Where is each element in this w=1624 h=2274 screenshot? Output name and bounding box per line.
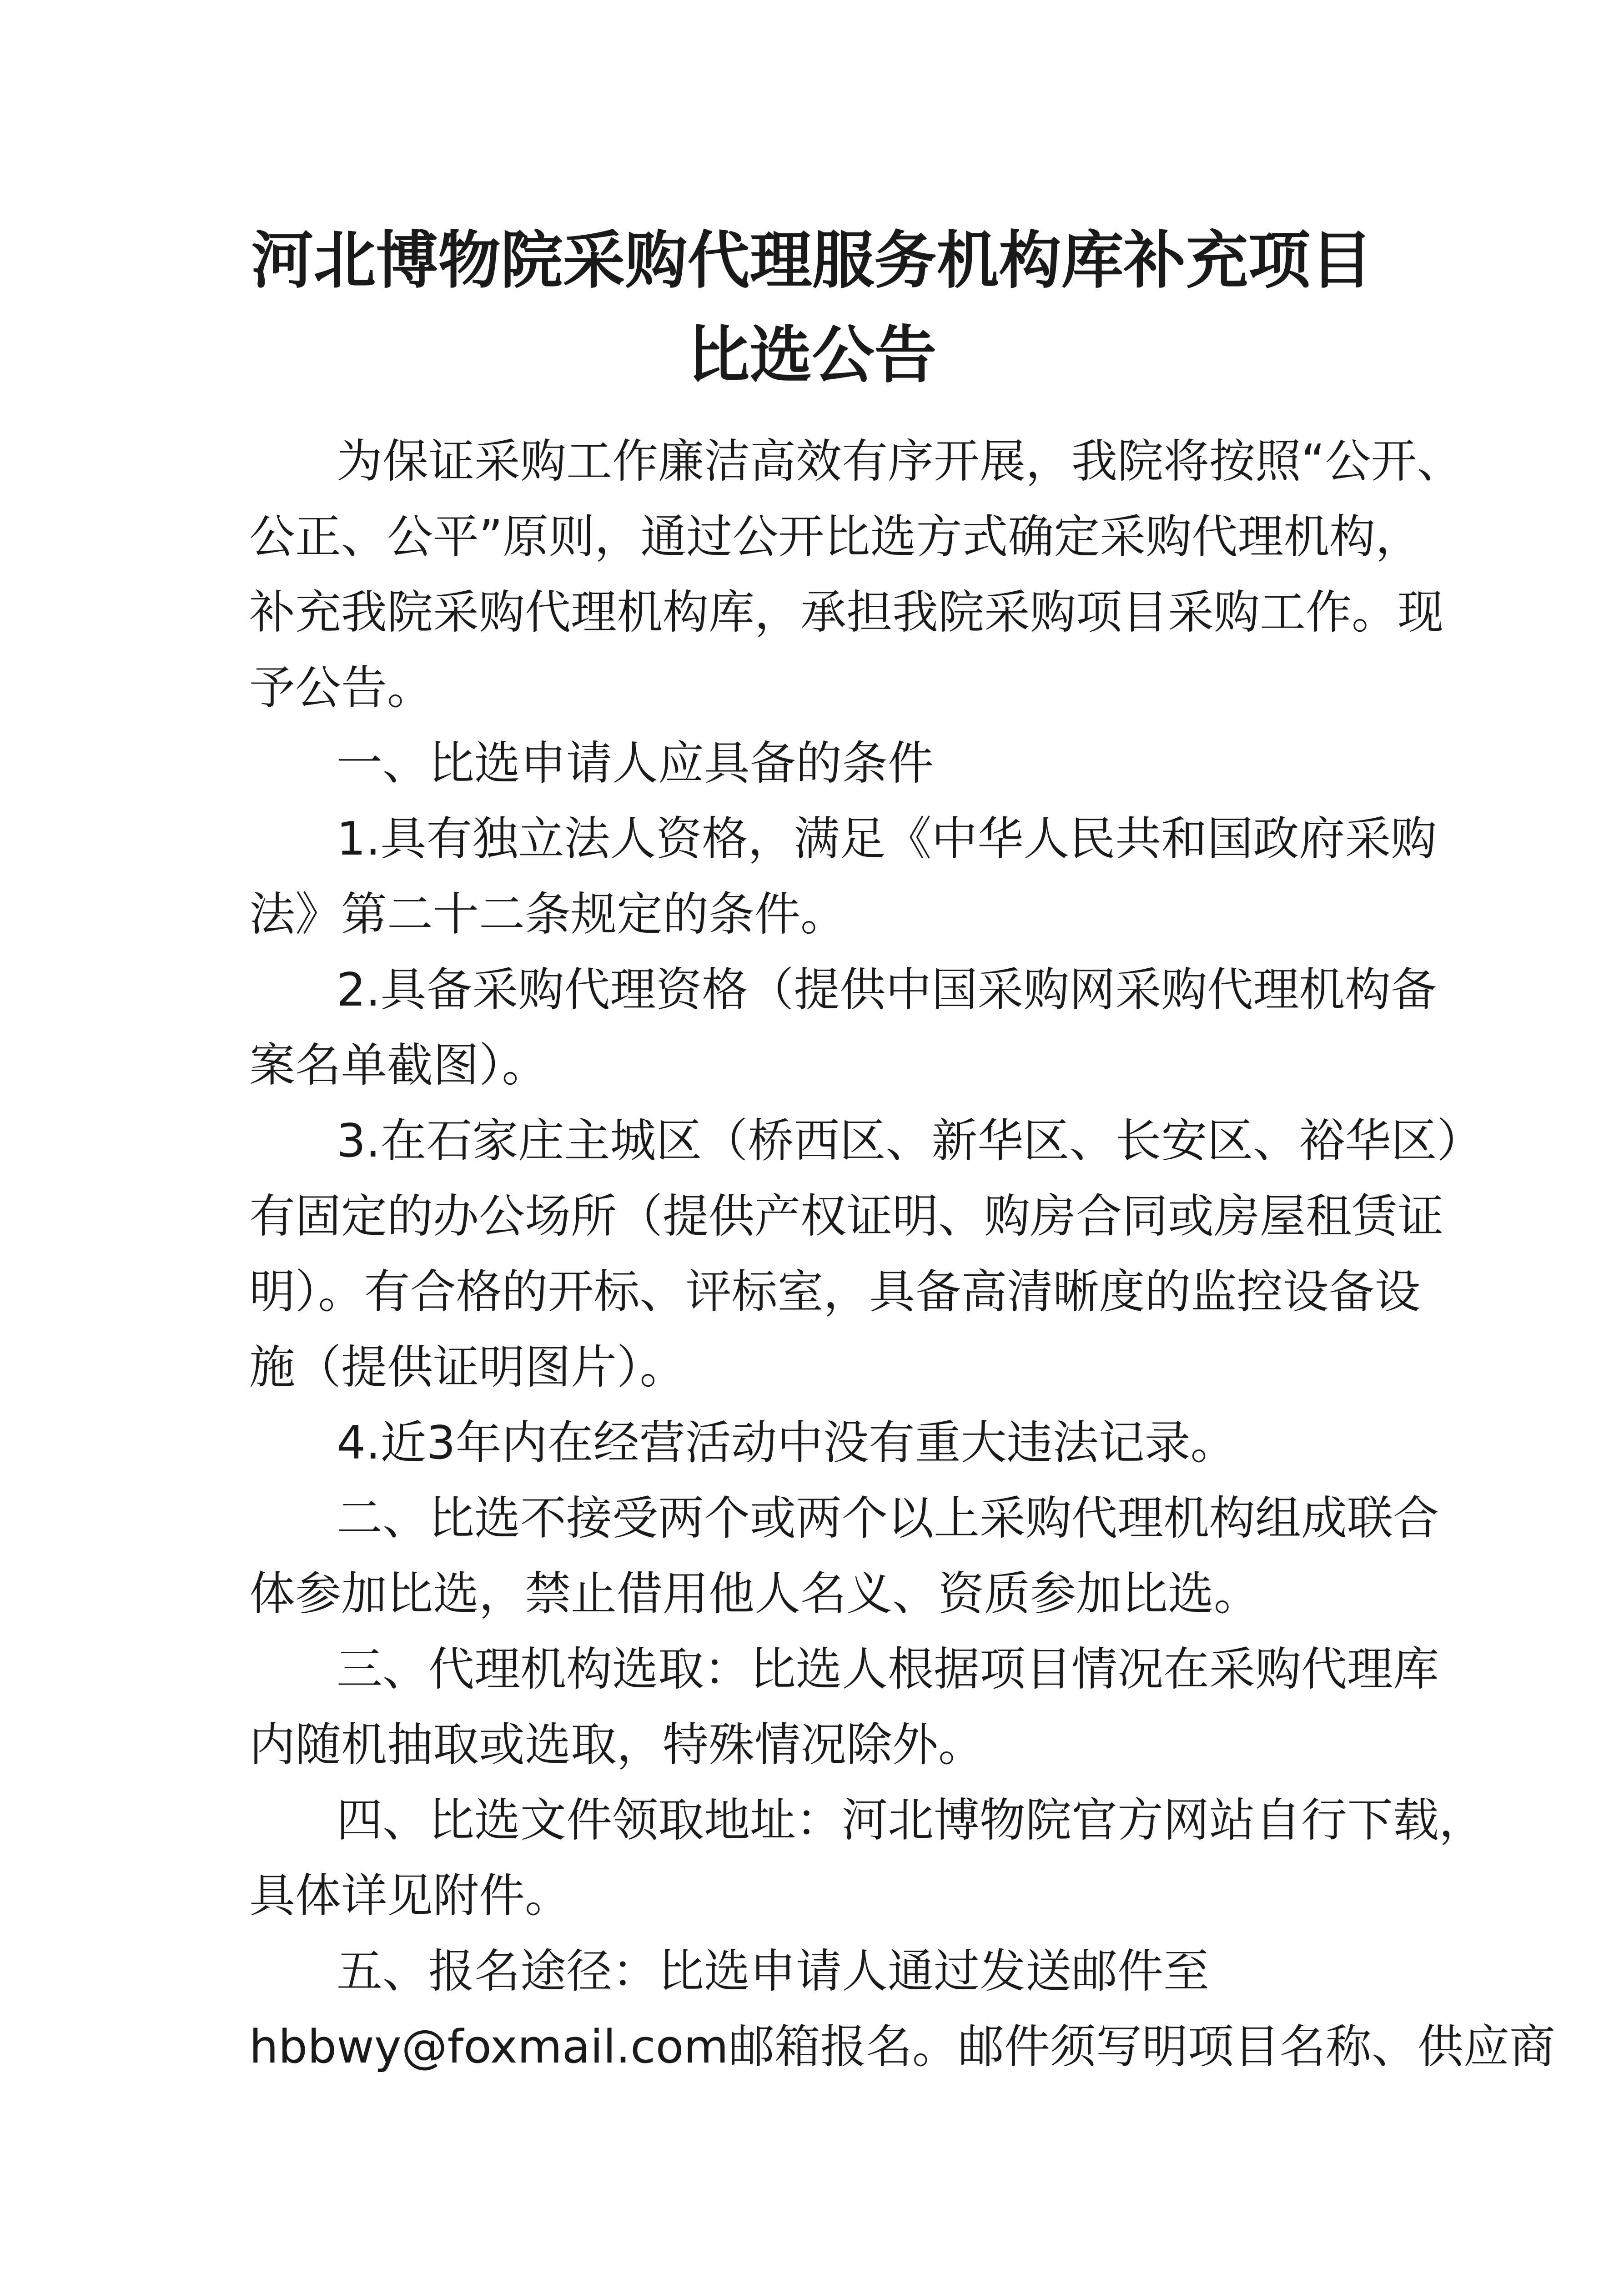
paragraph-line: 五、报名途径：比选申请人通过发送邮件至	[337, 1944, 1210, 1998]
paragraph-line: 三、代理机构选取：比选人根据项目情况在采购代理库	[337, 1642, 1439, 1696]
paragraph-line: 四、比选文件领取地址：河北博物院官方网站自行下载，	[337, 1793, 1485, 1847]
paragraph-line: 明）。有合格的开标、评标室，具备高清晰度的监控设备设	[249, 1265, 1421, 1318]
paragraph-line: 施（提供证明图片）。	[249, 1340, 686, 1394]
paragraph-line: 体参加比选，禁止借用他人名义、资质参加比选。	[249, 1567, 1260, 1620]
section-heading: 一、比选申请人应具备的条件	[337, 736, 934, 790]
paragraph-line: 有固定的办公场所（提供产权证明、购房合同或房屋租赁证	[249, 1189, 1444, 1243]
paragraph-line: hbbwy@foxmail.com邮箱报名。邮件须写明项目名称、供应商	[249, 2020, 1555, 2073]
document-title-line-2: 比选公告	[687, 318, 937, 392]
paragraph-line: 二、比选不接受两个或两个以上采购代理机构组成联合	[337, 1491, 1439, 1545]
paragraph-line: 公正、公平”原则，通过公开比选方式确定采购代理机构，	[249, 510, 1422, 563]
paragraph-line: 内随机抽取或选取，特殊情况除外。	[249, 1718, 985, 1771]
paragraph-line: 案名单截图）。	[249, 1038, 548, 1092]
paragraph-line: 1.具有独立法人资格，满足《中华人民共和国政府采购	[337, 812, 1437, 865]
paragraph-line: 3.在石家庄主城区（桥西区、新华区、长安区、裕华区）	[337, 1114, 1483, 1167]
document-title-line-1: 河北博物院采购代理服务机构库补充项目	[251, 224, 1373, 297]
paragraph-line: 予公告。	[249, 661, 433, 714]
paragraph-line: 补充我院采购代理机构库，承担我院采购项目采购工作。现	[249, 585, 1444, 639]
paragraph-line: 为保证采购工作廉洁高效有序开展，我院将按照“公开、	[337, 434, 1463, 488]
paragraph-line: 2.具备采购代理资格（提供中国采购网采购代理机构备	[337, 963, 1437, 1016]
paragraph-line: 4.近3年内在经营活动中没有重大违法记录。	[337, 1416, 1237, 1469]
paragraph-line: 法》第二十二条规定的条件。	[249, 887, 847, 941]
paragraph-line: 具体详见附件。	[249, 1869, 571, 1922]
